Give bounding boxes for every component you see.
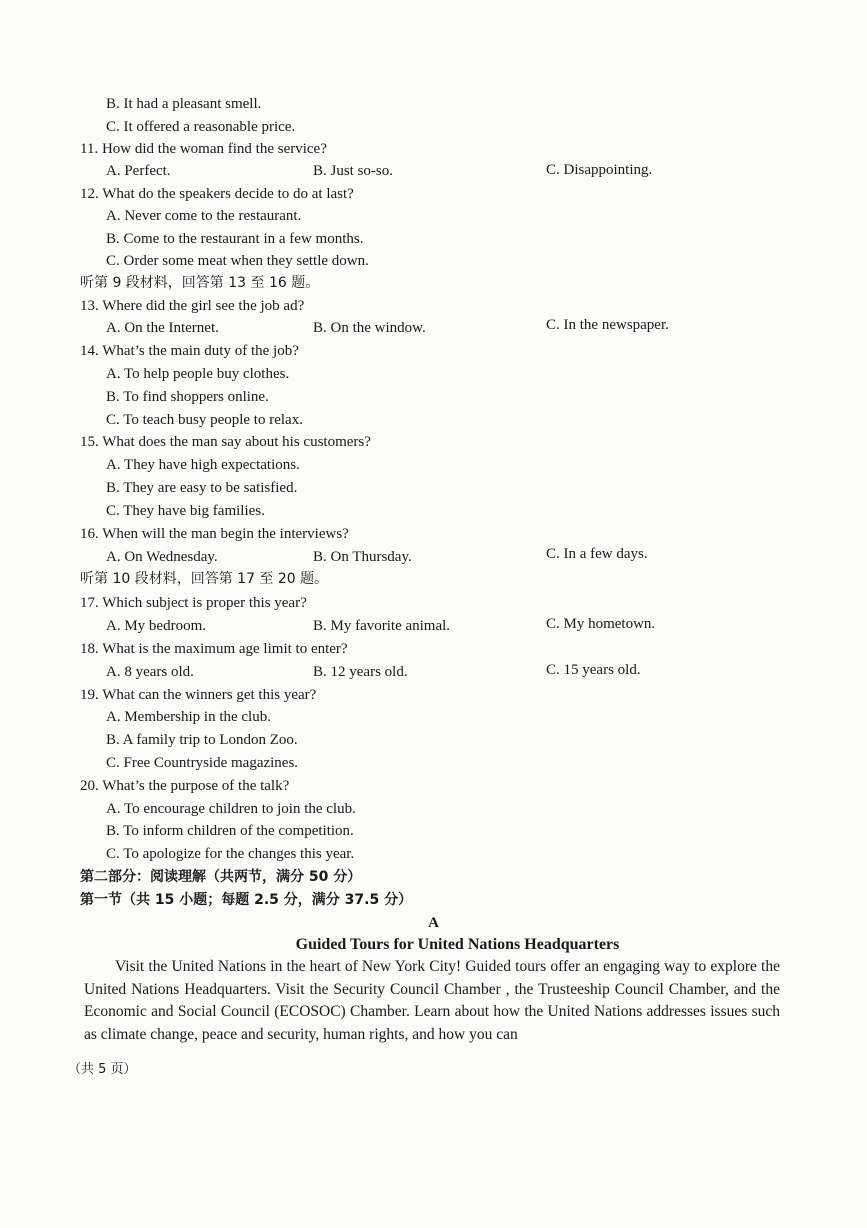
q14-option-c: C. To teach busy people to relax.	[106, 412, 303, 428]
q13-option-b: B. On the window.	[313, 320, 426, 336]
q16-option-b: B. On Thursday.	[313, 549, 412, 565]
q19-option-c: C. Free Countryside magazines.	[106, 755, 299, 771]
q11-stem: 11. How did the woman find the service?	[80, 141, 327, 157]
q11-option-c: C. Disappointing.	[546, 162, 653, 178]
q16-option-a: A. On Wednesday.	[106, 549, 218, 565]
passage-letter: A	[428, 915, 439, 931]
q12-option-c: C. Order some meat when they settle down.	[106, 253, 369, 269]
q14-option-b: B. To find shoppers online.	[106, 389, 269, 405]
q18-option-c: C. 15 years old.	[546, 662, 641, 678]
q17-option-a: A. My bedroom.	[106, 618, 206, 634]
q12-option-b: B. Come to the restaurant in a few months.	[106, 231, 364, 247]
q17-stem: 17. Which subject is proper this year?	[80, 595, 307, 611]
q15-option-a: A. They have high expectations.	[106, 457, 300, 473]
q17-option-c: C. My hometown.	[546, 616, 656, 632]
q11-option-a: A. Perfect.	[106, 163, 171, 179]
q16-option-c: C. In a few days.	[546, 546, 648, 562]
q10-option-b: B. It had a pleasant smell.	[106, 96, 262, 112]
page-footer: （共 5 页）	[68, 1062, 137, 1077]
q20-option-a: A. To encourage children to join the club.	[106, 801, 356, 817]
q16-stem: 16. When will the man begin the interviews?	[80, 526, 349, 542]
q18-stem: 18. What is the maximum age limit to enter?	[80, 641, 348, 657]
q17-option-b: B. My favorite animal.	[313, 618, 451, 634]
q19-option-a: A. Membership in the club.	[106, 709, 271, 725]
q15-option-b: B. They are easy to be satisfied.	[106, 480, 298, 496]
q19-option-b: B. A family trip to London Zoo.	[106, 732, 298, 748]
q20-stem: 20. What’s the purpose of the talk?	[80, 778, 290, 794]
q18-option-a: A. 8 years old.	[106, 664, 194, 680]
section-9-instruction: 听第 9 段材料，回答第 13 至 16 题。	[80, 275, 320, 291]
q12-stem: 12. What do the speakers decide to do at last?	[80, 186, 354, 202]
q12-option-a: A. Never come to the restaurant.	[106, 208, 302, 224]
q14-option-a: A. To help people buy clothes.	[106, 366, 290, 382]
q20-option-c: C. To apologize for the changes this year.	[106, 846, 355, 862]
q15-stem: 15. What does the man say about his customers?	[80, 434, 371, 450]
passage-paragraph: Visit the United Nations in the heart of New York City! Guided tours offer an engaging way to explore the United Nations Headquarters. Visit the Security Council Chamber , the Trusteeship Council Chamber, and the Economic and Social Council (ECOSOC) Chamber. Learn about how the United Nations addresses issues such as climate change, peace and security, human rights, and how you can	[84, 958, 780, 1043]
q19-stem: 19. What can the winners get this year?	[80, 687, 317, 703]
q13-option-a: A. On the Internet.	[106, 320, 219, 336]
q10-option-c: C. It offered a reasonable price.	[106, 119, 296, 135]
q20-option-b: B. To inform children of the competition.	[106, 823, 354, 839]
section-10-instruction: 听第 10 段材料，回答第 17 至 20 题。	[80, 571, 329, 587]
passage-title: Guided Tours for United Nations Headquarters	[295, 936, 620, 953]
part-2-heading: 第二部分：阅读理解（共两节，满分 50 分）	[80, 869, 362, 885]
q15-option-c: C. They have big families.	[106, 503, 265, 519]
q14-stem: 14. What’s the main duty of the job?	[80, 343, 299, 359]
q13-stem: 13. Where did the girl see the job ad?	[80, 298, 305, 314]
q11-option-b: B. Just so-so.	[313, 163, 394, 179]
q18-option-b: B. 12 years old.	[313, 664, 408, 680]
section-1-heading: 第一节（共 15 小题；每题 2.5 分，满分 37.5 分）	[80, 892, 413, 908]
q13-option-c: C. In the newspaper.	[546, 317, 669, 333]
